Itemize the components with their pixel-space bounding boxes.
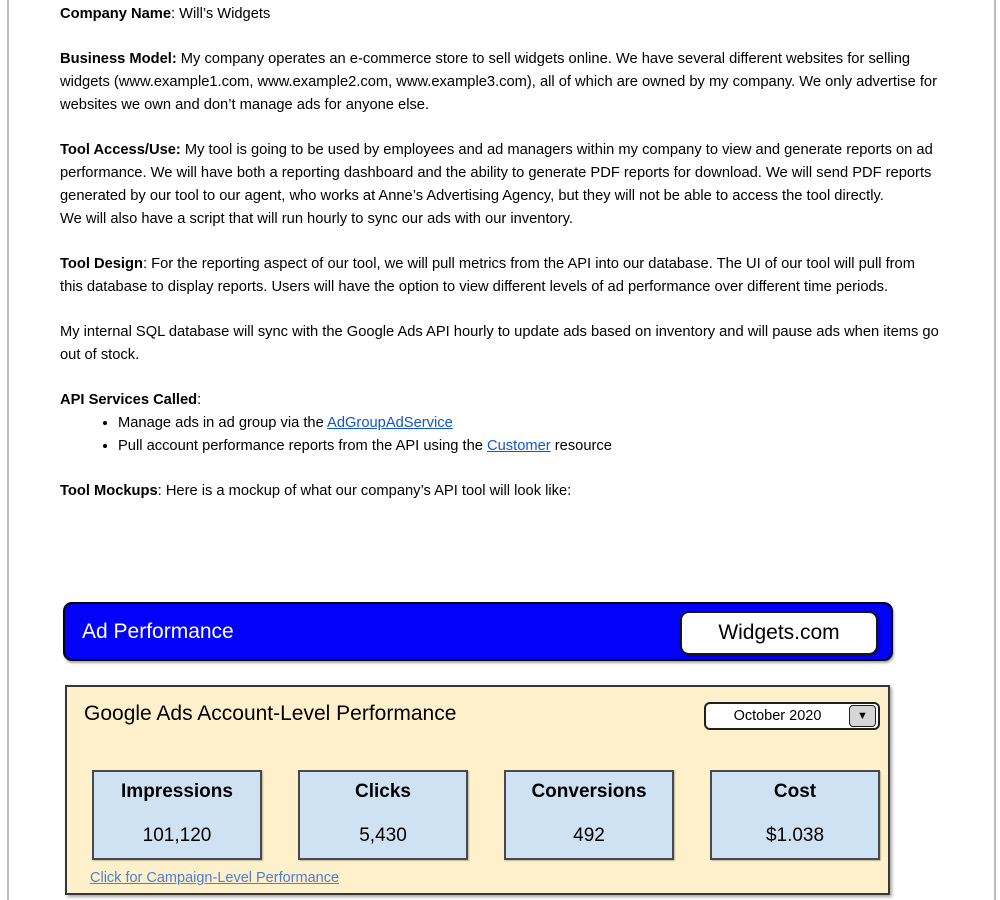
campaign-level-link[interactable]: Click for Campaign-Level Performance [90,870,340,886]
list-item [118,412,941,435]
metric-label: Clicks [355,781,411,802]
account-performance-panel [65,685,890,895]
paragraph-tool-access [60,139,941,208]
metric-label: Conversions [531,781,647,802]
period-dropdown-value: October 2020 [733,708,822,724]
paragraph-tool-mockups [60,480,941,503]
paragraph-sql-note [60,321,941,367]
metric-label: Impressions [121,781,233,802]
paragraph-tool-access-2 [60,208,941,231]
api-services-colon: : [197,392,202,408]
company-name-label: Company Name [60,6,172,22]
tool-access-label: Tool Access/Use: [60,142,181,158]
tool-design-label: Tool Design [60,256,143,272]
period-dropdown[interactable] [704,702,880,730]
paragraph-api-services [60,389,941,412]
page-edge-right [994,0,996,900]
list-item [118,435,941,458]
tool-access-text: My tool is going to be used by employees and ad managers within my company to view and generate reports on ad performance. We will have both a reporting dashboard and the ability to generate PDF reports for download. We will send PDF reports generated by our tool to our agent, who works at Anne’s Advertising Agency, but they will not be able to access the tool directly. [60,142,933,204]
adgroupadservice-link[interactable]: AdGroupAdService [327,415,453,431]
widgets-site-button[interactable]: Widgets.com [680,611,878,655]
sql-note-text: My internal SQL database will sync with the Google Ads API hourly to update ads based on inventory and will pause ads when items go out of stock. [60,324,939,363]
bullet-1-text: Manage ads in ad group via the [118,415,328,431]
metric-label: Cost [773,781,817,802]
business-model-label: Business Model: [60,51,177,67]
mockup-header-bar [63,602,893,661]
tool-design-text: : For the reporting aspect of our tool, we will pull metrics from the API into our database. The UI of our tool will pull from this database to display reports. Users will have the option to view different levels of ad performance over different time periods. [60,256,915,295]
bullet-2-text: Pull account performance reports from the API using the [118,438,488,454]
api-services-list [60,412,941,458]
tool-access-text2: We will also have a script that will run hourly to sync our ads with our inventory. [60,211,573,227]
customer-link[interactable]: Customer [487,438,551,454]
metric-card-conversions [504,770,674,860]
metric-cards-row [92,770,882,860]
metric-card-impressions [92,770,262,860]
metric-card-cost [710,770,880,860]
tool-mockups-text: : Here is a mockup of what our company’s API tool will look like: [157,483,572,499]
metric-value: 492 [573,825,605,846]
panel-title: Google Ads Account-Level Performance [84,702,457,725]
tool-mockups-label: Tool Mockups [60,483,158,499]
page-edge-left [7,0,9,900]
mockup-title: Ad Performance [82,619,234,643]
metric-value: 5,430 [359,825,407,846]
company-name-text: : Will’s Widgets [171,6,271,22]
metric-card-clicks [298,770,468,860]
paragraph-company-name [60,3,941,26]
chevron-down-icon[interactable]: ▼ [849,705,876,727]
document-body [60,3,941,525]
bullet-2-post: resource [550,438,612,454]
metric-value: 101,120 [142,825,212,846]
metric-value: $1.038 [765,825,825,846]
business-model-text: My company operates an e-commerce store to sell widgets online. We have several different websites for selling widgets (www.example1.com, www.example2.com, www.example3.com), all of which are owned by my company. We only advertise for websites we own and don’t manage ads for anyone else. [60,51,937,113]
api-services-label: API Services Called [60,392,198,408]
paragraph-business-model [60,48,941,117]
paragraph-tool-design [60,253,941,299]
